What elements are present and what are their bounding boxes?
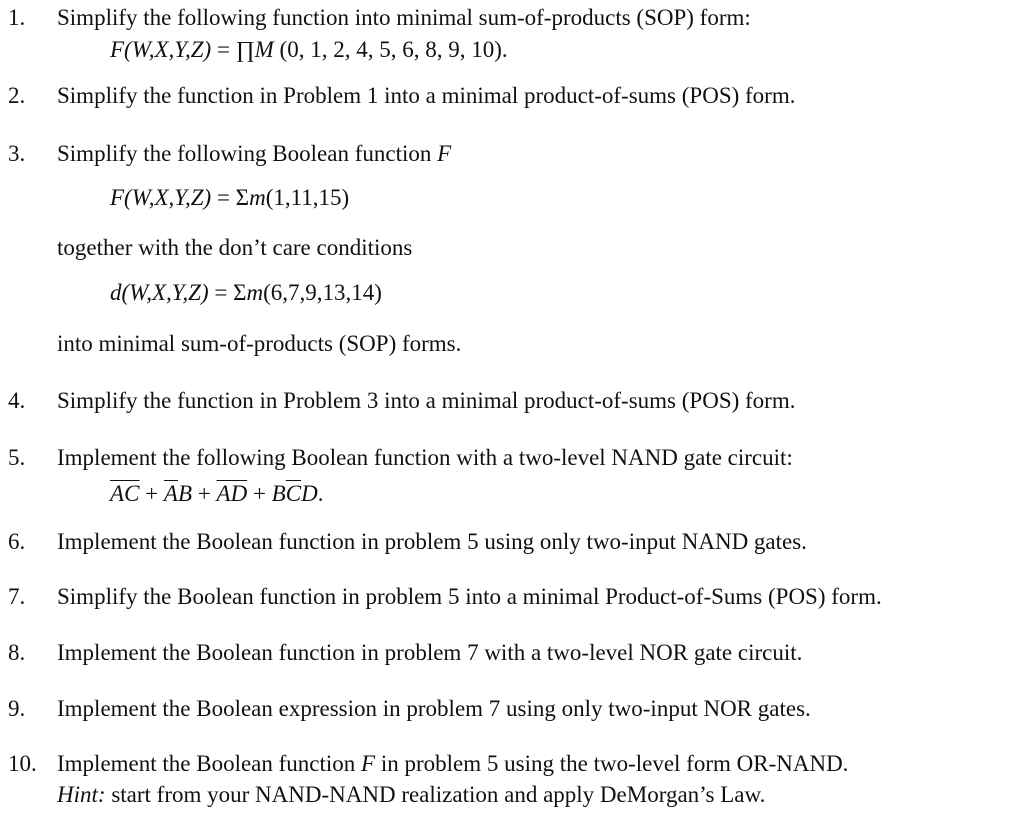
problem-text-a: Implement the Boolean function <box>57 751 362 776</box>
term-a-bar: $\overline{A}$ <box>163 481 178 506</box>
plus: + <box>192 481 217 506</box>
problem-text-2: together with the don’t care conditions <box>57 235 413 260</box>
formula-fn: m <box>246 280 264 305</box>
hint-text: start from your NAND-NAND realization and apply DeMorgan’s Law. <box>105 782 766 807</box>
term-b: B <box>271 481 286 506</box>
formula-args: (6,7,9,13,14) <box>263 280 382 305</box>
problem-number: 6. <box>8 529 26 554</box>
formula <box>110 38 508 61</box>
term-b: B <box>177 481 193 506</box>
formula-eq: = <box>211 37 236 62</box>
plus: + <box>139 481 164 506</box>
hint-label: Hint: <box>57 782 106 807</box>
problem-number: 8. <box>8 640 26 665</box>
formula-lhs: d(W,X,Y,Z) <box>110 280 209 305</box>
product-symbol: ∏ <box>235 37 255 62</box>
formula-lhs: F(W,X,Y,Z) <box>110 37 212 62</box>
function-var: F <box>437 141 452 166</box>
formula-dont-care <box>110 281 382 304</box>
problem-text: Implement the Boolean function in problem 5 using only two-input NAND gates. <box>57 529 807 554</box>
sum-symbol: Σ <box>233 280 247 305</box>
formula-fn: M <box>254 37 274 62</box>
problem-number: 4. <box>8 388 26 413</box>
problem-text: Implement the Boolean expression in problem 7 using only two-input NOR gates. <box>57 696 811 721</box>
problem-text: Simplify the Boolean function in problem 5 into a minimal Product-of-Sums (POS) form. <box>57 584 882 609</box>
problem-text: Simplify the function in Problem 1 into a minimal product-of-sums (POS) form. <box>57 83 796 108</box>
term-a-bar: $\overline{A}$ <box>110 481 125 506</box>
problem-number: 2. <box>8 83 26 108</box>
boolean-expression <box>110 482 323 505</box>
formula-lhs: F(W,X,Y,Z) <box>110 185 212 210</box>
formula-args: (1,11,15) <box>265 185 350 210</box>
term-c-bar: $\overline{C}$ <box>285 481 302 506</box>
problem-number: 10. <box>8 751 37 776</box>
problem-number: 1. <box>8 5 26 30</box>
formula-eq: = <box>208 280 234 305</box>
formula-eq: = <box>211 185 236 210</box>
sum-symbol: Σ <box>235 185 250 210</box>
expression-end: . <box>317 481 324 506</box>
formula <box>110 186 349 209</box>
problem-text: Simplify the following function into minimal sum-of-products (SOP) form: <box>57 5 751 30</box>
problem-text-3: into minimal sum-of-products (SOP) forms. <box>57 331 462 356</box>
problem-number: 3. <box>8 141 26 166</box>
problem-number: 9. <box>8 696 26 721</box>
formula-fn: m <box>249 185 266 210</box>
problem-text <box>57 752 848 775</box>
problem-number: 7. <box>8 584 26 609</box>
problem-text-main: Simplify the following Boolean function <box>57 141 438 166</box>
problem-text: Simplify the function in Problem 3 into a minimal product-of-sums (POS) form. <box>57 388 796 413</box>
problem-text: Implement the Boolean function in problem 7 with a two-level NOR gate circuit. <box>57 640 803 665</box>
problem-text <box>57 142 451 165</box>
problem-text-b: in problem 5 using the two-level form OR-NAND. <box>375 751 849 776</box>
hint <box>57 783 765 806</box>
problem-number: 5. <box>8 445 26 470</box>
formula-args: (0, 1, 2, 4, 5, 6, 8, 9, 10) <box>273 37 502 62</box>
term-d-bar: $\overline{D}$ <box>230 481 248 506</box>
term-c-bar: $\overline{C}$ <box>124 481 140 506</box>
problem-text: Implement the following Boolean function with a two-level NAND gate circuit: <box>57 445 793 470</box>
term-d: D <box>301 481 318 506</box>
formula-end: . <box>501 37 508 62</box>
plus: + <box>247 481 272 506</box>
term-a-bar: $\overline{A}$ <box>216 481 231 506</box>
function-var: F <box>361 751 376 776</box>
